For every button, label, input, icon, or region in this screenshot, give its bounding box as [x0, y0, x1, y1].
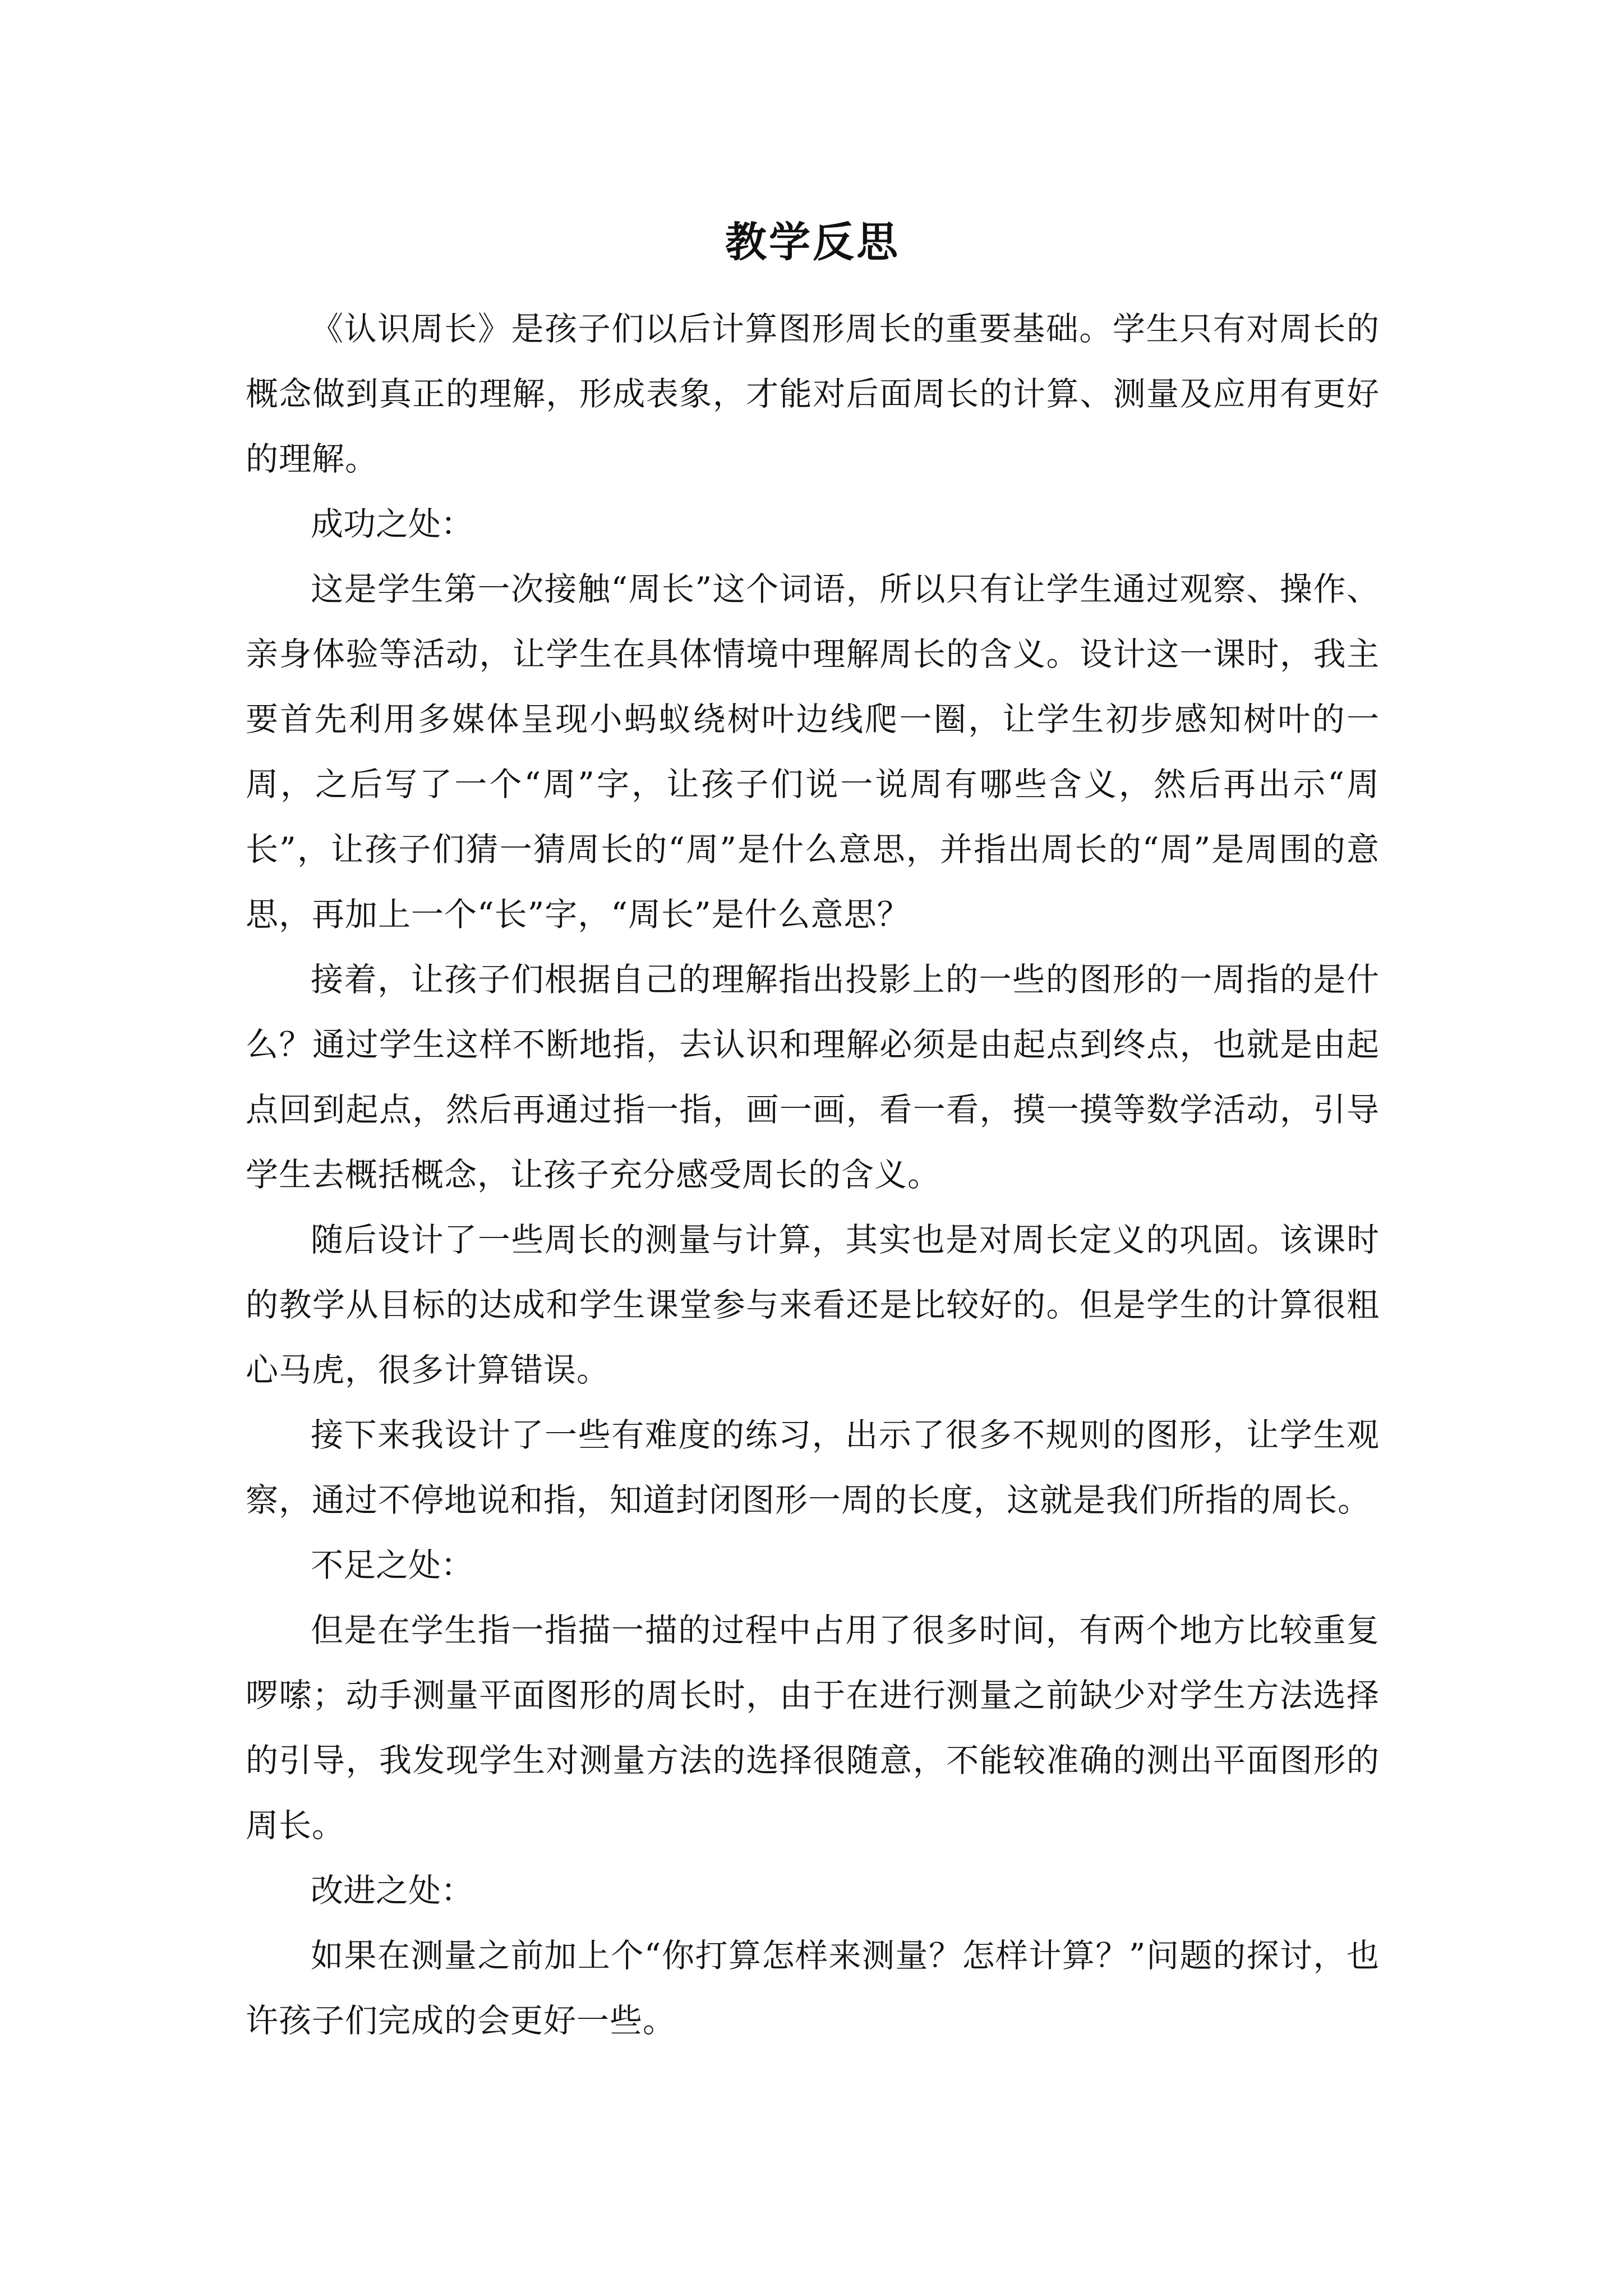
improvements-paragraph: 如果在测量之前加上个“你打算怎样来测量？怎样计算？”问题的探讨，也许孩子们完成的会更好一些。: [246, 1936, 1380, 2040]
section-heading-shortcomings: 不足之处：: [311, 1546, 474, 1584]
section-heading-success: 成功之处：: [311, 505, 474, 543]
success-paragraph-4: 接下来我设计了一些有难度的练习，出示了很多不规则的图形，让学生观察，通过不停地说和指，知道封闭图形一周的长度，这就是我们所指的周长。: [246, 1416, 1380, 1519]
success-paragraph-3: 随后设计了一些周长的测量与计算，其实也是对周长定义的巩固。该课时的教学从目标的达成和学生课堂参与来看还是比较好的。但是学生的计算很粗心马虎，很多计算错误。: [246, 1221, 1380, 1389]
section-heading-improvements: 改进之处：: [311, 1871, 474, 1910]
intro-paragraph: 《认识周长》是孩子们以后计算图形周长的重要基础。学生只有对周长的概念做到真正的理解，形成表象，才能对后面周长的计算、测量及应用有更好的理解。: [246, 310, 1380, 478]
shortcomings-paragraph: 但是在学生指一指描一描的过程中占用了很多时间，有两个地方比较重复啰嗦；动手测量平面图形的周长时，由于在进行测量之前缺少对学生方法选择的引导，我发现学生对测量方法的选择很随意，不能较准确的测出平面图形的周长。: [246, 1611, 1380, 1844]
success-paragraph-2: 接着，让孩子们根据自己的理解指出投影上的一些的图形的一周指的是什么？通过学生这样不断地指，去认识和理解必须是由起点到终点，也就是由起点回到起点，然后再通过指一指，画一画，看一看，摸一摸等数学活动，引导学生去概括概念，让孩子充分感受周长的含义。: [246, 960, 1380, 1194]
document-body: [246, 209, 1380, 2053]
document-title: 教学反思: [725, 218, 900, 266]
success-paragraph-1: 这是学生第一次接触“周长”这个词语，所以只有让学生通过观察、操作、亲身体验等活动，让学生在具体情境中理解周长的含义。设计这一课时，我主要首先利用多媒体呈现小蚂蚁绕树叶边线爬一圈，让学生初步感知树叶的一周，之后写了一个“周”字，让孩子们说一说周有哪些含义，然后再出示“周长”，让孩子们猜一猜周长的“周”是什么意思，并指出周长的“周”是周围的意思，再加上一个“长”字，“周长”是什么意思？: [246, 570, 1380, 933]
